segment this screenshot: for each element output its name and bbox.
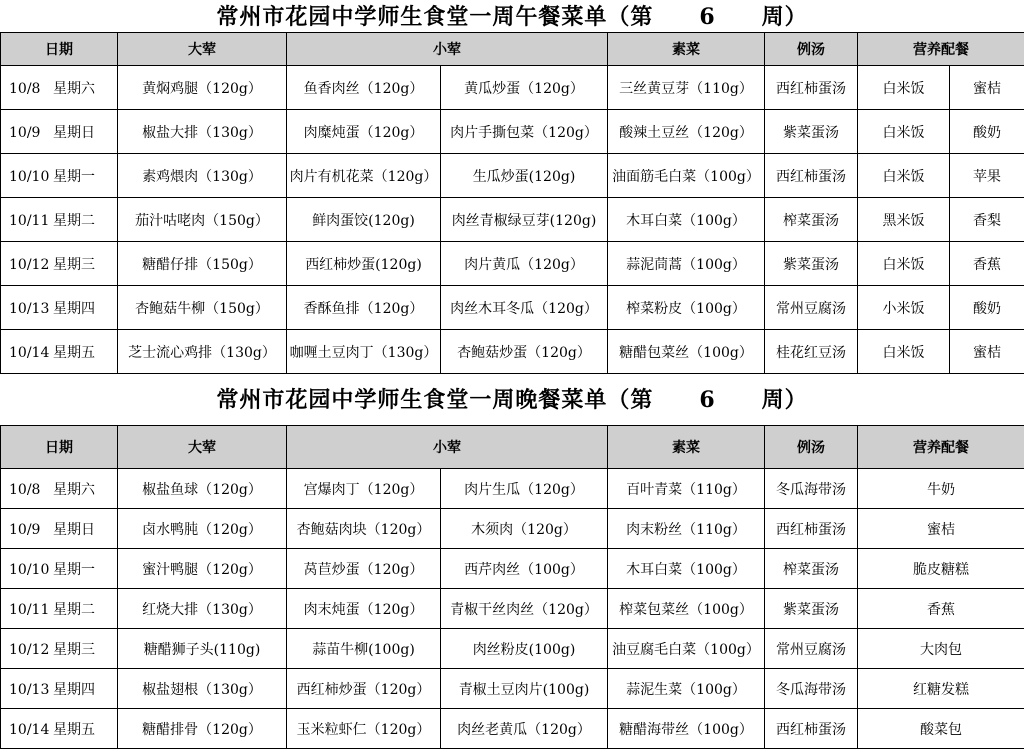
side-dish-cell: 肉片有机花菜（120g） [287,154,441,198]
date-value: 10/11 [9,212,50,229]
soup-cell: 西红柿蛋汤 [765,154,858,198]
header-main-dish: 大荤 [118,33,287,66]
nutrition-cell: 酸菜包 [858,709,1024,749]
side-dish-cell: 鱼香肉丝（120g） [287,66,441,110]
side-dish-cell: 肉片手撕包菜（120g） [441,110,608,154]
rice-cell: 白米饭 [858,242,950,286]
side-dish-cell: 肉末炖蛋（120g） [287,589,441,629]
side-dish-cell: 杏鲍菇炒蛋（120g） [441,330,608,374]
soup-cell: 桂花红豆汤 [765,330,858,374]
date-cell [1,66,118,110]
table-row [1,589,1024,629]
side-dish-cell: 肉丝木耳冬瓜（120g） [441,286,608,330]
lunch-menu-table [0,32,1024,374]
vegetable-cell: 糖醋包菜丝（100g） [608,330,765,374]
table-row [1,110,1024,154]
dinner-header-row [1,426,1024,469]
soup-cell: 冬瓜海带汤 [765,669,858,709]
soup-cell: 西红柿蛋汤 [765,509,858,549]
rice-cell: 白米饭 [858,154,950,198]
date-value: 10/13 [9,300,50,317]
vegetable-cell: 酸辣土豆丝（120g） [608,110,765,154]
soup-cell: 西红柿蛋汤 [765,66,858,110]
date-cell [1,242,118,286]
main-dish-cell: 蜜汁鸭腿（120g） [118,549,287,589]
date-cell [1,509,118,549]
soup-cell: 榨菜蛋汤 [765,549,858,589]
main-dish-cell: 糖醋狮子头(110g) [118,629,287,669]
rice-cell: 小米饭 [858,286,950,330]
table-row [1,198,1024,242]
main-dish-cell: 芝士流心鸡排（130g） [118,330,287,374]
main-dish-cell: 红烧大排（130g） [118,589,287,629]
table-row [1,154,1024,198]
table-row [1,509,1024,549]
date-value: 10/9 [9,124,41,141]
table-row [1,669,1024,709]
date-cell [1,629,118,669]
side-dish-cell: 鲜肉蛋饺(120g) [287,198,441,242]
date-cell [1,549,118,589]
header-vegetable: 素菜 [608,33,765,66]
side-dish-cell: 木须肉（120g） [441,509,608,549]
nutrition-cell: 酸奶 [950,110,1024,154]
lunch-title: 常州市花园中学师生食堂一周午餐菜单（第 6 周） [216,4,808,30]
side-dish-cell: 莴苣炒蛋（120g） [287,549,441,589]
main-dish-cell: 黄焖鸡腿（120g） [118,66,287,110]
vegetable-cell: 木耳白菜（100g） [608,198,765,242]
table-row [1,286,1024,330]
table-row [1,469,1024,509]
soup-cell: 西红柿蛋汤 [765,709,858,749]
date-cell [1,198,118,242]
table-row [1,66,1024,110]
date-cell [1,589,118,629]
side-dish-cell: 玉米粒虾仁（120g） [287,709,441,749]
date-value: 10/8 [9,481,41,498]
vegetable-cell: 糖醋海带丝（100g） [608,709,765,749]
header-side-dish: 小荤 [287,33,608,66]
soup-cell: 冬瓜海带汤 [765,469,858,509]
rice-cell: 白米饭 [858,66,950,110]
rice-cell: 白米饭 [858,110,950,154]
vegetable-cell: 蒜泥生菜（100g） [608,669,765,709]
vegetable-cell: 榨菜粉皮（100g） [608,286,765,330]
main-dish-cell: 卤水鸭肫（120g） [118,509,287,549]
nutrition-cell: 苹果 [950,154,1024,198]
weekday-value: 星期一 [53,168,95,185]
weekday-value: 星期二 [53,212,95,229]
date-cell [1,469,118,509]
main-dish-cell: 椒盐鱼球（120g） [118,469,287,509]
date-value: 10/10 [9,168,50,185]
side-dish-cell: 西芹肉丝（100g） [441,549,608,589]
main-dish-cell: 椒盐翅根（130g） [118,669,287,709]
date-value: 10/13 [9,681,50,698]
weekday-value: 星期六 [53,80,95,97]
main-dish-cell: 椒盐大排（130g） [118,110,287,154]
soup-cell: 常州豆腐汤 [765,286,858,330]
header-side-dish: 小荤 [287,426,608,469]
date-value: 10/14 [9,344,50,361]
vegetable-cell: 肉末粉丝（110g） [608,509,765,549]
date-cell [1,286,118,330]
vegetable-cell: 蒜泥茼蒿（100g） [608,242,765,286]
vegetable-cell: 油面筋毛白菜（100g） [608,154,765,198]
header-main-dish: 大荤 [118,426,287,469]
main-dish-cell: 茄汁咕咾肉（150g） [118,198,287,242]
table-row [1,330,1024,374]
soup-cell: 榨菜蛋汤 [765,198,858,242]
header-nutrition: 营养配餐 [858,426,1024,469]
date-value: 10/10 [9,561,50,578]
side-dish-cell: 肉丝老黄瓜（120g） [441,709,608,749]
side-dish-cell: 西红柿炒蛋（120g） [287,669,441,709]
weekday-value: 星期四 [53,300,95,317]
date-value: 10/9 [9,521,41,538]
table-row [1,549,1024,589]
side-dish-cell: 青椒干丝肉丝（120g） [441,589,608,629]
vegetable-cell: 百叶青菜（110g） [608,469,765,509]
nutrition-cell: 酸奶 [950,286,1024,330]
table-row [1,242,1024,286]
date-value: 10/14 [9,721,50,738]
vegetable-cell: 木耳白菜（100g） [608,549,765,589]
vegetable-cell: 三丝黄豆芽（110g） [608,66,765,110]
weekday-value: 星期三 [53,641,95,658]
soup-cell: 常州豆腐汤 [765,629,858,669]
soup-cell: 紫菜蛋汤 [765,589,858,629]
table-row [1,629,1024,669]
side-dish-cell: 咖喱土豆肉丁（130g） [287,330,441,374]
main-dish-cell: 杏鲍菇牛柳（150g） [118,286,287,330]
date-cell [1,330,118,374]
weekday-value: 星期三 [53,256,95,273]
nutrition-cell: 牛奶 [858,469,1024,509]
header-soup: 例汤 [765,33,858,66]
date-cell [1,709,118,749]
dinner-title: 常州市花园中学师生食堂一周晚餐菜单（第 6 周） [216,387,808,413]
nutrition-cell: 蜜桔 [950,66,1024,110]
rice-cell: 白米饭 [858,330,950,374]
header-date: 日期 [1,33,118,66]
side-dish-cell: 蒜苗牛柳(100g) [287,629,441,669]
main-dish-cell: 素鸡煨肉（130g） [118,154,287,198]
soup-cell: 紫菜蛋汤 [765,242,858,286]
side-dish-cell: 香酥鱼排（120g） [287,286,441,330]
main-dish-cell: 糖醋仔排（150g） [118,242,287,286]
date-value: 10/12 [9,641,50,658]
side-dish-cell: 肉糜炖蛋（120g） [287,110,441,154]
weekday-value: 星期五 [53,721,95,738]
table-row [1,709,1024,749]
weekday-value: 星期日 [53,124,95,141]
weekday-value: 星期四 [53,681,95,698]
date-cell [1,110,118,154]
date-cell [1,669,118,709]
side-dish-cell: 宫爆肉丁（120g） [287,469,441,509]
weekday-value: 星期六 [53,481,95,498]
weekday-value: 星期一 [53,561,95,578]
weekday-value: 星期日 [53,521,95,538]
date-value: 10/12 [9,256,50,273]
soup-cell: 紫菜蛋汤 [765,110,858,154]
side-dish-cell: 黄瓜炒蛋（120g） [441,66,608,110]
nutrition-cell: 蜜桔 [950,330,1024,374]
weekday-value: 星期五 [53,344,95,361]
header-soup: 例汤 [765,426,858,469]
date-cell [1,154,118,198]
date-value: 10/11 [9,601,50,618]
side-dish-cell: 青椒土豆肉片(100g) [441,669,608,709]
vegetable-cell: 榨菜包菜丝（100g） [608,589,765,629]
header-date: 日期 [1,426,118,469]
header-vegetable: 素菜 [608,426,765,469]
weekday-value: 星期二 [53,601,95,618]
side-dish-cell: 肉片生瓜（120g） [441,469,608,509]
nutrition-cell: 香蕉 [858,589,1024,629]
date-value: 10/8 [9,80,41,97]
side-dish-cell: 肉丝青椒绿豆芽(120g) [441,198,608,242]
lunch-header-row [1,33,1024,66]
main-dish-cell: 糖醋排骨（120g） [118,709,287,749]
rice-cell: 黑米饭 [858,198,950,242]
nutrition-cell: 大肉包 [858,629,1024,669]
header-nutrition: 营养配餐 [858,33,1024,66]
nutrition-cell: 红糖发糕 [858,669,1024,709]
side-dish-cell: 肉丝粉皮(100g) [441,629,608,669]
nutrition-cell: 香梨 [950,198,1024,242]
nutrition-cell: 香蕉 [950,242,1024,286]
dinner-menu-table [0,425,1024,749]
side-dish-cell: 生瓜炒蛋(120g) [441,154,608,198]
vegetable-cell: 油豆腐毛白菜（100g） [608,629,765,669]
side-dish-cell: 杏鲍菇肉块（120g） [287,509,441,549]
side-dish-cell: 西红柿炒蛋(120g) [287,242,441,286]
nutrition-cell: 脆皮糖糕 [858,549,1024,589]
nutrition-cell: 蜜桔 [858,509,1024,549]
side-dish-cell: 肉片黄瓜（120g） [441,242,608,286]
